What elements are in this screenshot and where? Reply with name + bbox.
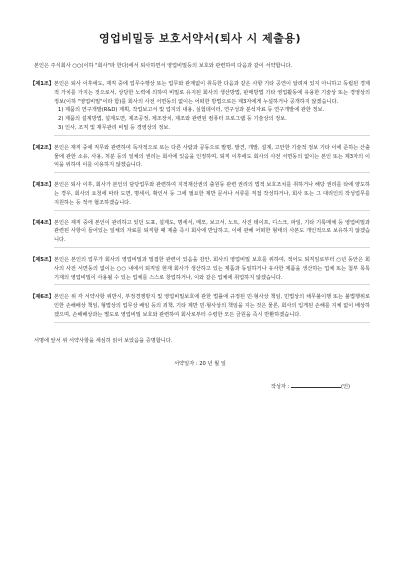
article-label: 【제5조】 [30,256,55,263]
article-body [54,80,370,136]
article-5 [30,256,370,285]
article-1 [30,80,370,136]
closing-statement: 서명에 앞서 위 서약사항을 세심히 읽어 보았음을 증명합니다. [34,337,173,344]
article-label: 【제4조】 [30,219,55,226]
article-body: 본인은 재직 중에 본인이 관리하고 있던 도표, 설계도, 명세서, 메모, 보고서, 노트, 사진 테이프, 디스크, 파일, 기타 기록매체 등 영업비밀과 관련된 사항이 들어있는 일체의 자료를 퇴직할 때 제출 즉시 회사에 반납하고, 이에 관해 어떠한 형태의 사본도 개인적으로 보유하지 않겠습니다. [54,219,370,248]
article-body: 본인은 위 각 서약사항 위반시, 부정경쟁방지 및 영업비밀보호에 관한 법률에 규정된 민·형사상 책임, 민법상의 채무불이행 또는 불법행위로 인한 손해배상 책임, 형법상의 업무상 배임 등의 죄책, 기타 제반 민·형사상의 책임을 지는 것은 물론, 회사의 입게된 손해를 지체 없이 배상하겠으며, 손해배상과는 별도로 영업비밀 보호와 관련하여 회사로부터 수령한 모든 금원을 즉시 반환하겠습니다. [54,293,370,322]
article-label: 【제6조】 [30,294,55,301]
seal-mark: (인) [340,383,350,390]
pledge-date: 서약일자 : 20 년 월 일 [174,360,226,367]
intro-paragraph: 본인은 주식회사 ○○(이하 "회사"라 한다)에서 퇴사하면서 영업비밀등의 보호와 관련하여 다음과 같이 서약합니다. [34,63,293,69]
article-3 [30,181,370,210]
article-body: 본인은 퇴사 이후, 회사가 본인의 담당업무와 관련하여 지적재산권의 출원등 관련 권리의 법적 보호조치를 취하거나 해당 권리를 타에 양도하는 경우, 회사의 요청에 따라 도면, 명세서, 확인서 등 그에 필요한 제반 문서나 서류를 직접 작성하거나, 회사 또는 그 대리인의 작성업무를 지원하는 등 적극 협조하겠습니다. [54,181,370,210]
sub-item: 2) 제품의 설계방법, 설계도면, 제조공정, 제조장치, 제조와 관련된 컴퓨터 프로그램 등 기술상의 정보. [58,116,287,123]
sub-item: 3) 인사, 조직 및 재무관리 비밀 등 경영상의 정보. [58,124,171,131]
sub-item: 1) 제품의 연구개발(R&D) 계획, 작업보고서 및 업지의 내용, 실험데이터, 연구성과 분석자료 등 연구개발에 관한 정보. [58,107,325,114]
article-sub-list [54,106,370,132]
article-label: 【제1조】 [30,81,55,87]
signature-line [30,381,370,390]
signer-label: 작성자 : [270,383,290,390]
article-6 [30,293,370,322]
article-4 [30,219,370,248]
article-text: 본인은 퇴사 이후에도, 재직 중에 업무수행상 또는 업무와 관계없이 취득한 다음과 같은 사항 기타 공연이 알려져 있지 아니하고 독립된 경제적 가치를 가지는 것으로서, 상당한 노력에 의하여 비밀로 유지된 회사의 생산방법, 판매방법 기타 영업활동에 유용한 기술상 또는 경영상의 정보(이하 "영업비밀"이라 함)를 회사의 사전 서면동의 없이는 어떠한 방법으로든 제3자에게 누설하거나 공개하지 않겠습니다. [54,81,370,105]
article-label: 【제2조】 [30,144,55,151]
article-2 [30,144,370,173]
article-body: 본인은 본인의 업무가 회사의 영업비밀과 밀접한 관련이 있음을 감안, 회사의 영업비밀 보호를 위하여, 적어도 퇴직일로부터 ○년 동안은 회사의 사전 서면동의 없이는 ○○ 내에서 퇴직일 현재 회사가 생산하고 있는 제품과 동일하거나 유사한 제품을 생산하는 업체 또는 첨부 목록 기재의 영업비밀이 사용될 수 있는 업체를 스스로 창업하거나, 이와 같은 업체에 취업하지 않겠습니다. [54,256,370,285]
article-label: 【제3조】 [30,182,55,189]
document-title: 영업비밀등 보호서약서(퇴사 시 제출용) [98,32,302,45]
article-body: 본인은 재직 중에 직무와 관련하여 독자적으로 또는 다른 사람과 공동으로 발명, 발견, 개발, 설계, 고안한 기술적 정보 기타 이에 준하는 산출물에 관한 소유, 사용, 처분 등의 일체의 권리는 회사에 있음을 인정하며, 퇴직 이후에도 회사의 사전 서면동의 없이는 본인 또는 제3자의 이익을 위하여 이를 이용하지 않겠습니다. [54,144,370,173]
signature-blank [291,381,341,388]
